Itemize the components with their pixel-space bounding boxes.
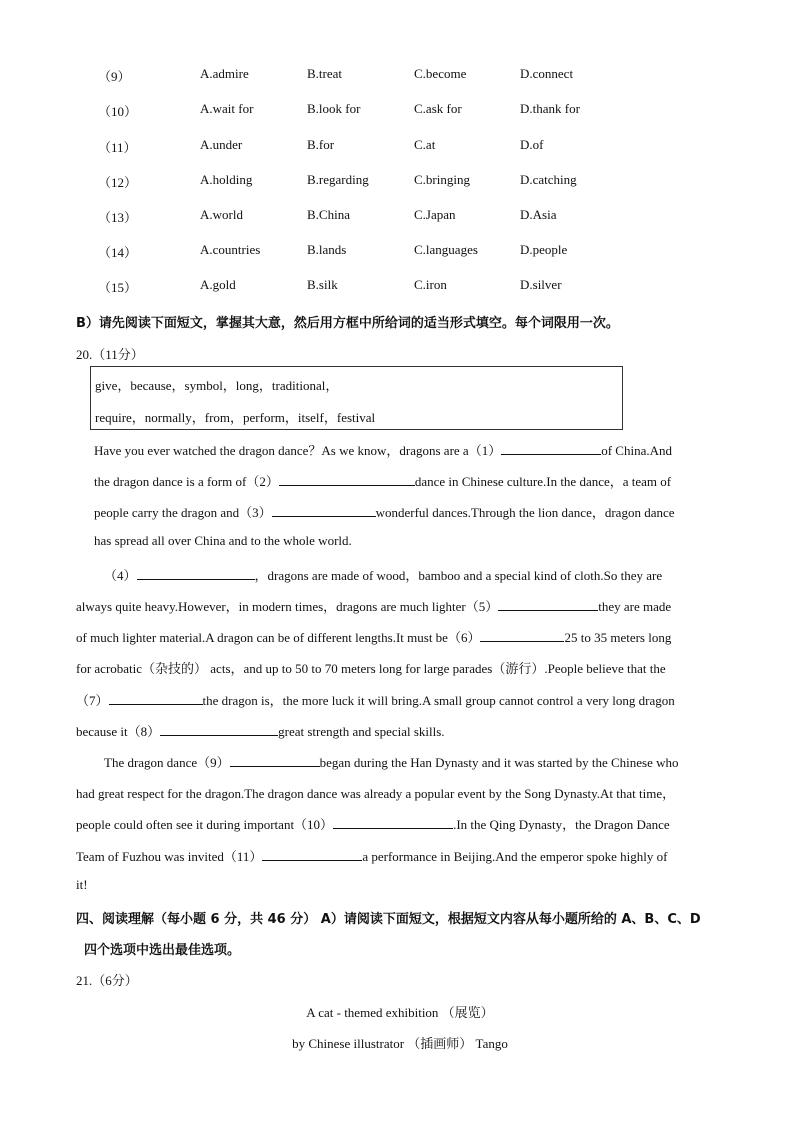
text: always quite heavy.However，in modern times，dragons are much lighter（5） bbox=[76, 599, 499, 614]
option-row bbox=[0, 66, 794, 86]
question-number: （9） bbox=[98, 69, 131, 84]
section-4-heading: 四、阅读理解（每小题 6 分，共 46 分） A）请阅读下面短文，根据短文内容从每小题所给的 A、B、C、D bbox=[76, 912, 701, 927]
text: 25 to 35 meters long bbox=[564, 630, 672, 645]
blank-1[interactable] bbox=[501, 441, 601, 455]
option-d[interactable]: D.Asia bbox=[520, 207, 557, 222]
question-number: （15） bbox=[98, 280, 138, 295]
option-a[interactable]: A.wait for bbox=[200, 101, 254, 116]
text: The dragon dance（9） bbox=[104, 755, 230, 770]
passage-line bbox=[94, 440, 672, 459]
passage-line bbox=[76, 627, 671, 646]
word-box-line-1: give，because，symbol，long，traditional， bbox=[95, 378, 339, 393]
passage-line: it! bbox=[76, 877, 88, 892]
question-20-label: 20.（11分） bbox=[76, 347, 144, 362]
passage-line bbox=[76, 846, 667, 865]
text: Have you ever watched the dragon dance？As we know，dragons are a（1） bbox=[94, 443, 502, 458]
option-d[interactable]: D.silver bbox=[520, 277, 562, 292]
option-a[interactable]: A.countries bbox=[200, 242, 261, 257]
passage-line bbox=[76, 690, 675, 709]
word-box-line-2: require，normally，from，perform，itself，festival bbox=[95, 410, 376, 425]
exhibition-title: A cat - themed exhibition （展览） bbox=[306, 1005, 494, 1020]
passage-line bbox=[76, 814, 670, 833]
blank-5[interactable] bbox=[498, 597, 598, 611]
option-b[interactable]: B.treat bbox=[307, 66, 343, 81]
passage-line bbox=[94, 471, 671, 490]
text: they are made bbox=[598, 599, 672, 614]
option-d[interactable]: D.thank for bbox=[520, 101, 580, 116]
exhibition-subtitle: by Chinese illustrator （插画师） Tango bbox=[292, 1036, 508, 1051]
blank-11[interactable] bbox=[262, 847, 362, 861]
option-b[interactable]: B.silk bbox=[307, 277, 338, 292]
blank-3[interactable] bbox=[272, 503, 376, 517]
option-b[interactable]: B.regarding bbox=[307, 172, 369, 187]
section-b-instruction: B）请先阅读下面短文，掌握其大意，然后用方框中所给词的适当形式填空。每个词限用一次。 bbox=[76, 316, 619, 331]
blank-8[interactable] bbox=[160, 722, 278, 736]
text: Team of Fuzhou was invited（11） bbox=[76, 849, 263, 864]
option-a[interactable]: A.world bbox=[200, 207, 243, 222]
passage-line bbox=[76, 721, 445, 740]
text: of China.And bbox=[601, 443, 672, 458]
section-4-heading-cont: 四个选项中选出最佳选项。 bbox=[84, 943, 241, 958]
text: （4） bbox=[104, 568, 137, 583]
question-number: （10） bbox=[98, 104, 138, 119]
text: great strength and special skills. bbox=[278, 724, 445, 739]
text: of much lighter material.A dragon can be of different lengths.It must be（6） bbox=[76, 630, 481, 645]
text: because it（8） bbox=[76, 724, 161, 739]
option-row bbox=[0, 137, 794, 157]
option-c[interactable]: C.become bbox=[414, 66, 467, 81]
option-d[interactable]: D.connect bbox=[520, 66, 574, 81]
text: began during the Han Dynasty and it was started by the Chinese who bbox=[319, 755, 679, 770]
text: dance in Chinese culture.In the dance，a team of bbox=[414, 474, 672, 489]
option-c[interactable]: C.bringing bbox=[414, 172, 470, 187]
option-row bbox=[0, 277, 794, 297]
option-row bbox=[0, 242, 794, 262]
option-row bbox=[0, 101, 794, 121]
text: people could often see it during important（10） bbox=[76, 817, 334, 832]
option-c[interactable]: C.ask for bbox=[414, 101, 462, 116]
option-c[interactable]: C.languages bbox=[414, 242, 478, 257]
question-number: （12） bbox=[98, 175, 138, 190]
text: a performance in Beijing.And the emperor spoke highly of bbox=[362, 849, 668, 864]
text: （7） bbox=[76, 693, 109, 708]
passage-line: has spread all over China and to the whole world. bbox=[94, 533, 352, 548]
passage-line bbox=[104, 752, 679, 771]
text: the dragon is，the more luck it will bring.A small group cannot control a very long dragon bbox=[202, 693, 675, 708]
option-a[interactable]: A.admire bbox=[200, 66, 249, 81]
blank-7[interactable] bbox=[109, 691, 203, 705]
option-b[interactable]: B.look for bbox=[307, 101, 361, 116]
option-row bbox=[0, 172, 794, 192]
option-c[interactable]: C.at bbox=[414, 137, 436, 152]
blank-10[interactable] bbox=[333, 815, 453, 829]
option-d[interactable]: D.catching bbox=[520, 172, 577, 187]
option-d[interactable]: D.of bbox=[520, 137, 544, 152]
option-b[interactable]: B.lands bbox=[307, 242, 347, 257]
option-a[interactable]: A.under bbox=[200, 137, 243, 152]
blank-4[interactable] bbox=[137, 566, 255, 580]
option-b[interactable]: B.China bbox=[307, 207, 350, 222]
passage-line bbox=[94, 502, 675, 521]
option-row bbox=[0, 207, 794, 227]
option-d[interactable]: D.people bbox=[520, 242, 568, 257]
question-number: （14） bbox=[98, 245, 138, 260]
option-a[interactable]: A.gold bbox=[200, 277, 236, 292]
text: the dragon dance is a form of（2） bbox=[94, 474, 279, 489]
option-c[interactable]: C.Japan bbox=[414, 207, 456, 222]
text: ，dragons are made of wood，bamboo and a special kind of cloth.So they are bbox=[254, 568, 663, 583]
question-number: （13） bbox=[98, 210, 138, 225]
text: .In the Qing Dynasty，the Dragon Dance bbox=[453, 817, 670, 832]
passage-line: had great respect for the dragon.The dragon dance was already a popular event by the Song Dynasty.At that time， bbox=[76, 786, 676, 801]
question-number: （11） bbox=[98, 140, 137, 155]
passage-line: for acrobatic（杂技的） acts，and up to 50 to 70 meters long for large parades（游行）.People believe that the bbox=[76, 661, 666, 676]
option-b[interactable]: B.for bbox=[307, 137, 335, 152]
blank-9[interactable] bbox=[230, 753, 320, 767]
blank-6[interactable] bbox=[480, 628, 564, 642]
option-c[interactable]: C.iron bbox=[414, 277, 447, 292]
passage-line bbox=[76, 596, 671, 615]
passage-line bbox=[104, 565, 662, 584]
text: people carry the dragon and（3） bbox=[94, 505, 272, 520]
blank-2[interactable] bbox=[279, 472, 415, 486]
question-21-label: 21.（6分） bbox=[76, 973, 138, 988]
word-box bbox=[90, 366, 623, 430]
option-a[interactable]: A.holding bbox=[200, 172, 253, 187]
text: wonderful dances.Through the lion dance，dragon dance bbox=[375, 505, 675, 520]
